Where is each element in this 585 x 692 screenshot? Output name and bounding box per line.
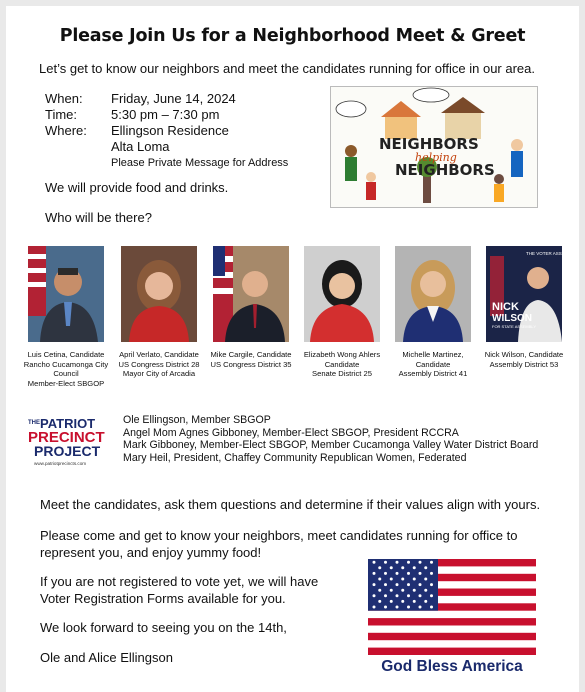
- flag-star: [430, 606, 433, 609]
- candidate-photo: [121, 246, 197, 342]
- flag-star: [373, 606, 376, 609]
- candidate-photo: [486, 246, 577, 342]
- poster-name-2: WILSON: [492, 313, 532, 324]
- closing-p2-line1: Please come and get to know your neighbors, meet candidates running for office to: [40, 528, 518, 543]
- closing-p3-line2: Voter Registration Forms available for you.: [40, 591, 286, 606]
- candidate-role: Candidate: [415, 359, 451, 369]
- flyer: [6, 6, 579, 692]
- flag-star: [407, 561, 410, 564]
- flag-star: [419, 561, 422, 564]
- flag-star: [396, 583, 399, 586]
- candidate-role: Candidate: [324, 359, 360, 369]
- candidate-office: Assembly District 41: [398, 369, 468, 378]
- candidate-office: US Congress District 35: [210, 359, 292, 369]
- closing-p4: We look forward to seeing you on the 14th,: [40, 620, 287, 635]
- candidate-office: Senate District 25: [312, 369, 372, 378]
- flag-star: [401, 578, 404, 581]
- candidate-nick-wilson: [478, 246, 577, 369]
- flag-star: [401, 589, 404, 592]
- flag-star: [407, 606, 410, 609]
- flag-star: [373, 572, 376, 575]
- when-value: Friday, June 14, 2024: [111, 91, 236, 106]
- where-value: Ellingson Residence: [111, 123, 229, 138]
- candidate-name: Nick Wilson, Candidate: [484, 350, 564, 359]
- god-bless-america-caption: God Bless America: [381, 658, 523, 675]
- candidate-michelle-martinez: [387, 246, 479, 379]
- candidate-title: Member-Elect SBGOP: [27, 378, 105, 388]
- flag-star: [413, 600, 416, 603]
- flag-star: [401, 566, 404, 569]
- flag-star: [373, 594, 376, 597]
- candidate-office-cont: Council: [53, 369, 79, 378]
- flag-star: [396, 572, 399, 575]
- flag-star: [413, 566, 416, 569]
- logo-project: PROJECT: [34, 443, 101, 459]
- flag-star: [396, 561, 399, 564]
- flag-star: [384, 572, 387, 575]
- member-line: Angel Mom Agnes Gibboney, Member-Elect SBGOP, President RCCRA: [123, 426, 459, 439]
- logo-patriot: PATRIOT: [40, 416, 96, 431]
- event-details: [45, 91, 288, 171]
- candidate-luis-cetina: [20, 246, 112, 388]
- who-heading: Who will be there?: [45, 210, 152, 225]
- candidate-photo: [304, 246, 380, 342]
- flag-star: [378, 566, 381, 569]
- candidate-name: April Verlato, Candidate: [119, 350, 199, 359]
- time-label: Time:: [45, 107, 78, 122]
- candidate-title: Mayor City of Arcadia: [122, 369, 196, 378]
- closing-p1: Meet the candidates, ask them questions and determine if their values align with yours.: [40, 497, 541, 512]
- closing-p2: [40, 527, 517, 561]
- flag-icon: [368, 559, 536, 655]
- candidate-mike-cargile: [205, 246, 297, 369]
- poster-name-1: NICK: [492, 301, 519, 313]
- logo-url: www.patriotprecincts.com: [34, 461, 87, 466]
- member-line: Ole Ellingson, Member SBGOP: [123, 414, 271, 426]
- flag-star: [378, 600, 381, 603]
- flag-star: [390, 600, 393, 603]
- where-city: Alta Loma: [111, 139, 170, 154]
- svg-text:NEIGHBORS: NEIGHBORS: [379, 135, 479, 153]
- address-note: Please Private Message for Address: [111, 157, 289, 169]
- candidate-photo: [213, 246, 289, 342]
- closing-p3: [40, 573, 318, 607]
- svg-text:helping: helping: [415, 151, 457, 164]
- flag-star: [419, 606, 422, 609]
- signature: Ole and Alice Ellingson: [40, 650, 173, 665]
- flag-star: [378, 589, 381, 592]
- flag-star: [424, 600, 427, 603]
- flag-star: [396, 606, 399, 609]
- candidate-photo: [395, 246, 471, 342]
- candidate-elizabeth-wong-ahlers: [296, 246, 388, 379]
- poster-top-text: THE VOTER ASSEMBLY: [526, 251, 577, 256]
- flag-star: [413, 589, 416, 592]
- closing-p3-line1: If you are not registered to vote yet, we will have: [40, 574, 319, 589]
- american-flag: [368, 559, 536, 677]
- flag-star: [413, 578, 416, 581]
- member-line: Mark Gibboney, Member-Elect SBGOP, Member Cucamonga Valley Water District Board: [123, 439, 539, 451]
- patriot-precinct-project-logo: [28, 416, 116, 468]
- flag-star: [384, 561, 387, 564]
- logo-the: THE: [28, 420, 40, 426]
- flag-star: [384, 583, 387, 586]
- neighbors-illustration: [330, 86, 538, 208]
- candidate-name: Luis Cetina, Candidate: [27, 350, 105, 359]
- flag-star: [424, 589, 427, 592]
- flag-star: [407, 583, 410, 586]
- flag-star: [419, 594, 422, 597]
- candidate-office: Assembly District 53: [489, 359, 559, 369]
- food-note: We will provide food and drinks.: [45, 180, 229, 195]
- host-members-list: [123, 414, 538, 464]
- where-label: Where:: [45, 123, 87, 138]
- flag-star: [430, 583, 433, 586]
- flag-star: [384, 594, 387, 597]
- candidate-office: Rancho Cucamonga City: [23, 359, 109, 369]
- intro-text: Let’s get to know our neighbors and meet the candidates running for office in our area.: [39, 61, 536, 76]
- flag-star: [373, 583, 376, 586]
- candidate-name: Michelle Martinez,: [402, 350, 464, 359]
- flag-star: [430, 594, 433, 597]
- flag-star: [390, 589, 393, 592]
- flag-star: [430, 561, 433, 564]
- when-label: When:: [45, 91, 83, 106]
- flag-star: [430, 572, 433, 575]
- flag-star: [424, 578, 427, 581]
- flag-star: [390, 566, 393, 569]
- candidate-name: Mike Cargile, Candidate: [210, 350, 292, 359]
- flag-star: [407, 594, 410, 597]
- flag-star: [407, 572, 410, 575]
- closing-p2-line2: represent you, and enjoy yummy food!: [40, 545, 262, 560]
- flag-star: [419, 572, 422, 575]
- member-line: Mary Heil, President, Chaffey Community Republican Women, Federated: [123, 451, 467, 464]
- flag-star: [419, 583, 422, 586]
- candidate-april-verlato: [113, 246, 205, 379]
- flag-star: [373, 561, 376, 564]
- candidate-photo: [28, 246, 104, 342]
- time-value: 5:30 pm – 7:30 pm: [111, 107, 220, 122]
- candidate-office: US Congress District 28: [118, 359, 200, 369]
- poster-sub: FOR STATE ASSEMBLY: [492, 324, 537, 329]
- flag-star: [424, 566, 427, 569]
- flag-star: [378, 578, 381, 581]
- flag-star: [384, 606, 387, 609]
- flag-star: [396, 594, 399, 597]
- flag-star: [390, 578, 393, 581]
- candidate-name: Elizabeth Wong Ahlers: [303, 350, 381, 359]
- flyer-title: Please Join Us for a Neighborhood Meet & Greet: [59, 26, 526, 46]
- svg-text:NEIGHBORS: NEIGHBORS: [395, 161, 495, 179]
- logo-precinct: PRECINCT: [28, 429, 105, 446]
- flag-star: [401, 600, 404, 603]
